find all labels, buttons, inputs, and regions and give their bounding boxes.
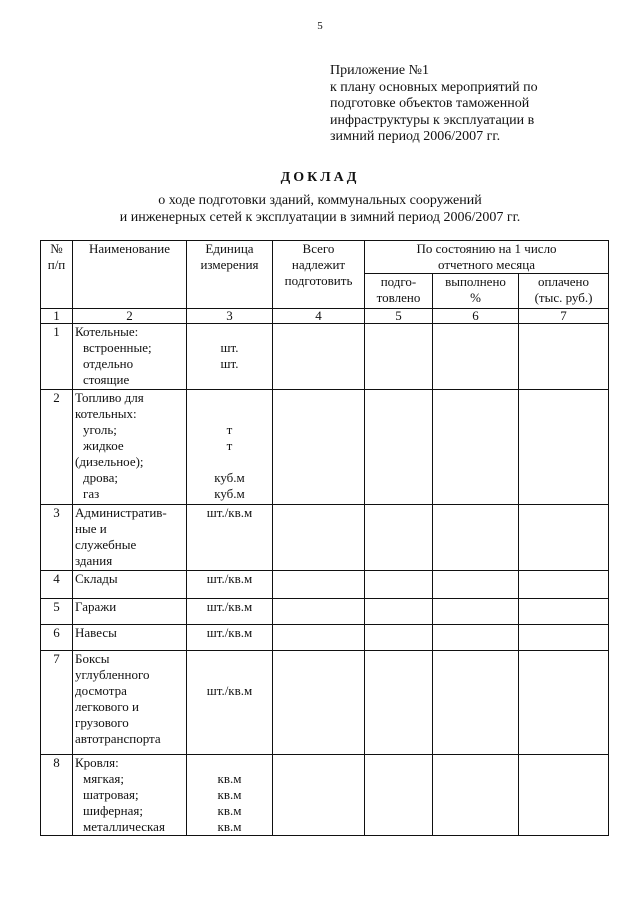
row-unit-line [189, 715, 270, 731]
row-unit [187, 571, 273, 599]
table-row [41, 651, 609, 755]
appendix-line: к плану основных мероприятий по [330, 79, 538, 95]
row-name-line: газ [83, 486, 100, 501]
row-name-line: встроенные; [83, 340, 152, 355]
empty-cell [365, 625, 433, 651]
row-unit-line [189, 406, 270, 422]
empty-cell [519, 755, 609, 836]
row-name [73, 651, 187, 755]
row-unit-line: шт./кв.м [206, 625, 253, 640]
row-unit-line: куб.м [214, 486, 245, 501]
row-unit-line: шт./кв.м [206, 683, 253, 698]
empty-cell [433, 390, 519, 505]
table-row [41, 755, 609, 836]
table-body [41, 324, 609, 836]
row-name-line: Топливо для [75, 390, 144, 405]
header-name: Наименование [73, 241, 187, 309]
row-unit-line: кв.м [217, 787, 242, 802]
empty-cell [433, 505, 519, 571]
subtitle-line: и инженерных сетей к эксплуатации в зимний период 2006/2007 гг. [119, 210, 521, 225]
empty-cell [433, 625, 519, 651]
row-unit [187, 625, 273, 651]
page-number: 5 [317, 20, 323, 32]
row-unit-line: куб.м [214, 470, 245, 485]
header-total: Всего надлежит подготовить [273, 241, 365, 309]
empty-cell [273, 390, 365, 505]
row-name-line: досмотра [75, 683, 127, 698]
row-unit-line [189, 651, 270, 667]
row-name-line: мягкая; [83, 771, 125, 786]
table-row [41, 625, 609, 651]
row-name-line: Навесы [75, 625, 117, 640]
empty-cell [365, 571, 433, 599]
row-unit-line: т [226, 422, 233, 437]
header-num: № п/п [41, 241, 73, 309]
row-unit-line [189, 553, 270, 569]
column-number-row [41, 309, 609, 324]
row-name [73, 599, 187, 625]
empty-cell [519, 571, 609, 599]
row-number: 8 [41, 755, 73, 836]
empty-cell [365, 505, 433, 571]
row-name-line: Склады [75, 571, 118, 586]
row-unit [187, 324, 273, 390]
row-name [73, 755, 187, 836]
row-unit-line [189, 390, 270, 406]
row-name-line: служебные [75, 537, 137, 552]
row-name-line: дрова; [83, 470, 118, 485]
row-unit-line [189, 699, 270, 715]
row-number: 5 [41, 599, 73, 625]
empty-cell [365, 599, 433, 625]
column-number: 3 [187, 309, 273, 324]
row-name-line: уголь; [83, 422, 117, 437]
row-unit-line: шт./кв.м [206, 599, 253, 614]
row-unit-line: кв.м [217, 771, 242, 786]
empty-cell [519, 599, 609, 625]
empty-cell [365, 755, 433, 836]
report-subtitle [0, 192, 640, 226]
row-name [73, 324, 187, 390]
row-name [73, 571, 187, 599]
table-row [41, 571, 609, 599]
report-table [40, 240, 609, 836]
empty-cell [519, 505, 609, 571]
row-name-line: Боксы [75, 651, 110, 666]
row-name-line: отдельно [83, 356, 134, 371]
header-prepared: подго- товлено [365, 274, 433, 309]
row-unit-line [189, 324, 270, 340]
row-unit-line [189, 731, 270, 747]
empty-cell [273, 571, 365, 599]
empty-cell [273, 651, 365, 755]
row-unit-line [189, 537, 270, 553]
row-name [73, 505, 187, 571]
empty-cell [433, 571, 519, 599]
row-name-line: грузового [75, 715, 129, 730]
row-name-line: стоящие [83, 372, 130, 387]
empty-cell [365, 651, 433, 755]
row-name-line: шатровая; [83, 787, 139, 802]
table-row [41, 505, 609, 571]
column-number: 5 [365, 309, 433, 324]
row-name-line: ные и [75, 521, 107, 536]
empty-cell [365, 390, 433, 505]
appendix-line: зимний период 2006/2007 гг. [330, 129, 501, 144]
row-name-line: автотранспорта [75, 731, 161, 746]
row-unit-line [189, 454, 270, 470]
row-name-line: котельных: [75, 406, 137, 421]
empty-cell [273, 599, 365, 625]
row-unit [187, 755, 273, 836]
report-title: ДОКЛАД [280, 170, 360, 185]
row-name-line: здания [75, 553, 113, 568]
row-name-line: (дизельное); [75, 454, 144, 469]
row-unit-line: кв.м [217, 819, 242, 834]
row-name-line: металлическая [83, 819, 165, 834]
empty-cell [273, 324, 365, 390]
table-row [41, 599, 609, 625]
row-unit [187, 651, 273, 755]
subtitle-line: о ходе подготовки зданий, коммунальных сооружений [158, 193, 482, 208]
row-unit-line: шт. [220, 340, 239, 355]
column-number: 4 [273, 309, 365, 324]
row-number: 6 [41, 625, 73, 651]
appendix-block [330, 63, 620, 146]
row-name-line: углубленного [75, 667, 150, 682]
row-number: 3 [41, 505, 73, 571]
column-number: 7 [519, 309, 609, 324]
row-unit-line: шт. [220, 356, 239, 371]
row-unit-line [189, 521, 270, 537]
row-number: 7 [41, 651, 73, 755]
appendix-line: подготовке объектов таможенной [330, 96, 530, 111]
row-name-line: Котельные: [75, 324, 139, 339]
row-unit-line: шт./кв.м [206, 571, 253, 586]
empty-cell [519, 651, 609, 755]
row-unit-line: шт./кв.м [206, 505, 253, 520]
empty-cell [433, 324, 519, 390]
empty-cell [273, 755, 365, 836]
empty-cell [519, 324, 609, 390]
empty-cell [519, 625, 609, 651]
row-unit [187, 599, 273, 625]
empty-cell [433, 651, 519, 755]
row-number: 1 [41, 324, 73, 390]
column-number: 1 [41, 309, 73, 324]
header-unit: Единица измерения [187, 241, 273, 309]
row-name-line: Административ- [75, 505, 167, 520]
empty-cell [273, 625, 365, 651]
column-number: 2 [73, 309, 187, 324]
row-name [73, 390, 187, 505]
row-unit-line: кв.м [217, 803, 242, 818]
header-paid: оплачено (тыс. руб.) [519, 274, 609, 309]
table-row [41, 390, 609, 505]
empty-cell [433, 755, 519, 836]
row-name [73, 625, 187, 651]
header-status: По состоянию на 1 число отчетного месяца [365, 241, 609, 274]
row-name-line: Гаражи [75, 599, 117, 614]
table-row [41, 324, 609, 390]
header-done: выполнено % [433, 274, 519, 309]
row-name-line: Кровля: [75, 755, 119, 770]
row-unit-line: т [226, 438, 233, 453]
empty-cell [273, 505, 365, 571]
row-unit-line [189, 667, 270, 683]
row-name-line: легкового и [75, 699, 140, 714]
appendix-line: Приложение №1 [330, 63, 429, 78]
empty-cell [365, 324, 433, 390]
column-number: 6 [433, 309, 519, 324]
row-unit-line [189, 755, 270, 771]
row-number: 2 [41, 390, 73, 505]
row-unit-line [189, 372, 270, 388]
appendix-line: инфраструктуры к эксплуатации в [330, 112, 535, 128]
row-number: 4 [41, 571, 73, 599]
empty-cell [433, 599, 519, 625]
row-unit [187, 390, 273, 505]
row-unit [187, 505, 273, 571]
row-name-line: жидкое [83, 438, 124, 453]
row-name-line: шиферная; [83, 803, 143, 818]
empty-cell [519, 390, 609, 505]
table-header-row [41, 241, 609, 274]
